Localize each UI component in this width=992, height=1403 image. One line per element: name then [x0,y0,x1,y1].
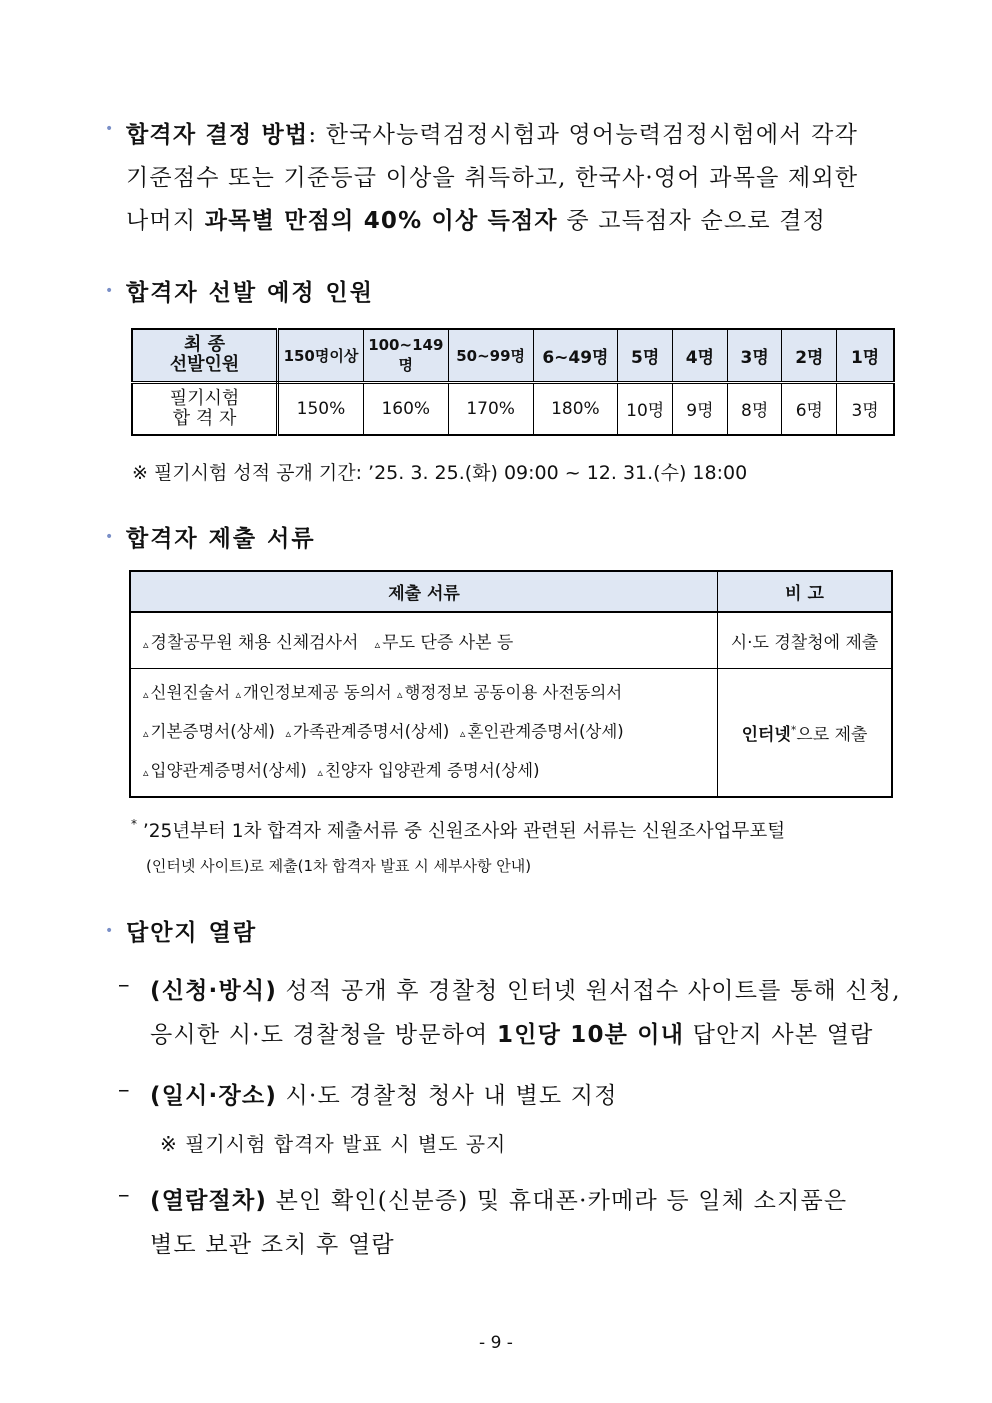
doc-item: 입양관계증명서(상세) [150,760,307,780]
table-cell: 8명 [727,382,782,435]
bullet-icon: • [105,121,114,137]
triangle-icon: ▵ [317,765,323,779]
footnote-mark: * [131,817,137,831]
dash-3: – [118,1182,131,1208]
remarks-row-1: 시·도 경찰청에 제출 [718,612,893,668]
footnote-line2: (인터넷 사이트)로 제출(1차 합격자 발표 시 세부사항 안내) [146,857,532,875]
doc-line [143,752,716,791]
header-label-line1: 최 종 [184,334,226,356]
documents-table [129,570,893,798]
triangle-icon: ▵ [143,726,149,740]
table-cell: 180% [533,382,618,435]
dash-1: – [118,972,131,998]
row-label-line2: 합 격 자 [172,407,237,429]
table-header-cell: 5명 [618,329,673,382]
triangle-icon: ▵ [396,687,403,701]
dash-2: – [118,1077,131,1103]
sec1-emphasis: 과목별 만점의 40% 이상 득점자 [204,208,558,234]
table-cell: 3명 [837,382,894,435]
triangle-icon: ▵ [285,726,292,740]
remarks-col-header: 비 고 [718,571,893,612]
item2-line [150,1077,618,1110]
item3-label: (열람절차) [150,1188,268,1214]
bullet-icon: • [105,529,114,545]
item3-line2: 별도 보관 조치 후 열람 [150,1232,395,1258]
item1-line2-c: 답안지 사본 열람 [684,1022,874,1048]
item1-text: 성적 공개 후 경찰청 인터넷 원서접수 사이트를 통해 신청, [277,978,901,1004]
remarks-text: 으로 제출 [796,724,868,745]
table-cell: 150% [278,382,364,435]
doc-item: 가족관계증명서(상세) [293,721,450,741]
item1-line2-a: 응시한 시·도 경찰청을 방문하여 [150,1022,497,1048]
table-header-label [132,329,278,382]
footnote-text: ’25년부터 1차 합격자 제출서류 중 신원조사와 관련된 서류는 신원조사업무포털 [142,821,786,842]
item1-line2 [150,1016,874,1049]
table-cell: 10명 [618,382,673,435]
table-cell: 9명 [673,382,728,435]
documents-row-2 [130,668,718,797]
item3-line1 [150,1182,847,1215]
footnote-line1 [131,817,785,843]
bullet-icon: • [105,923,114,939]
item1-line1 [150,972,901,1005]
header-label-line2: 선발인원 [169,354,240,376]
sec1-title: 합격자 결정 방법 [126,122,309,148]
score-disclosure-note: ※ 필기시험 성적 공개 기간: ’25. 3. 25.(화) 09:00 ~ 12. 31.(수) 18:00 [132,462,748,484]
doc-item: 신원진술서 [150,682,231,702]
table-cell: 170% [448,382,533,435]
page-number: - 9 - [479,1333,513,1353]
bullet-icon: • [105,283,114,299]
table-header-cell: 100~149명 [363,329,448,382]
item2-label: (일시·장소) [150,1083,278,1109]
selection-quota-table [131,328,895,436]
item2-text: 시·도 경찰청 청사 내 별도 지정 [277,1083,618,1109]
documents-row-1 [130,612,718,668]
doc-item: 기본증명서(상세) [150,721,275,741]
sec2-title: 합격자 선발 예정 인원 [126,280,374,306]
doc-item: 혼인관계증명서(상세) [467,721,624,741]
table-header-cell: 50~99명 [448,329,533,382]
triangle-icon: ▵ [143,765,149,779]
doc-item: 경찰공무원 채용 신체검사서 [150,632,359,653]
table-header-cell: 3명 [727,329,782,382]
sec4-title: 답안지 열람 [126,920,258,946]
table-header-cell: 150명이상 [278,329,364,382]
doc-line [143,674,716,713]
table-cell: 160% [363,382,448,435]
table-header-cell: 1명 [837,329,894,382]
table-row-label [132,382,278,435]
sec1-line3 [126,202,826,235]
sec1-line3-a: 나머지 [126,208,205,234]
documents-col-header: 제출 서류 [130,571,718,612]
table-header-cell: 6~49명 [533,329,618,382]
triangle-icon: ▵ [374,637,381,651]
doc-item: 행정정보 공동이용 사전동의서 [404,682,623,702]
sec1-line1-text: : 한국사능력검정시험과 영어능력검정시험에서 각각 [308,122,859,148]
sec3-title: 합격자 제출 서류 [126,526,316,552]
sec1-line3-c: 중 고득점자 순으로 결정 [557,208,827,234]
triangle-icon: ▵ [459,726,466,740]
sec1-line2: 기준점수 또는 기준등급 이상을 취득하고, 한국사·영어 과목을 제외한 [126,165,859,191]
doc-item: 친양자 입양관계 증명서(상세) [324,760,540,780]
item2-note: ※ 필기시험 합격자 발표 시 별도 공지 [160,1132,507,1156]
doc-line [143,713,716,752]
triangle-icon: ▵ [143,687,149,701]
table-header-cell: 2명 [782,329,837,382]
footnote-marker: * [790,723,797,737]
table-header-cell: 4명 [673,329,728,382]
triangle-icon: ▵ [235,687,242,701]
sec1-line1 [126,116,858,149]
doc-item: 무도 단증 사본 등 [382,632,514,653]
item1-label: (신청·방식) [150,978,278,1004]
item1-emphasis: 1인당 10분 이내 [497,1022,685,1048]
triangle-icon: ▵ [143,637,149,651]
remarks-row-2 [718,668,893,797]
item3-text: 본인 확인(신분증) 및 휴대폰·카메라 등 일체 소지품은 [267,1188,848,1214]
doc-item: 개인정보제공 동의서 [243,682,392,702]
row-label-line1: 필기시험 [169,387,240,409]
table-cell: 6명 [782,382,837,435]
internet-label: 인터넷 [741,724,791,745]
